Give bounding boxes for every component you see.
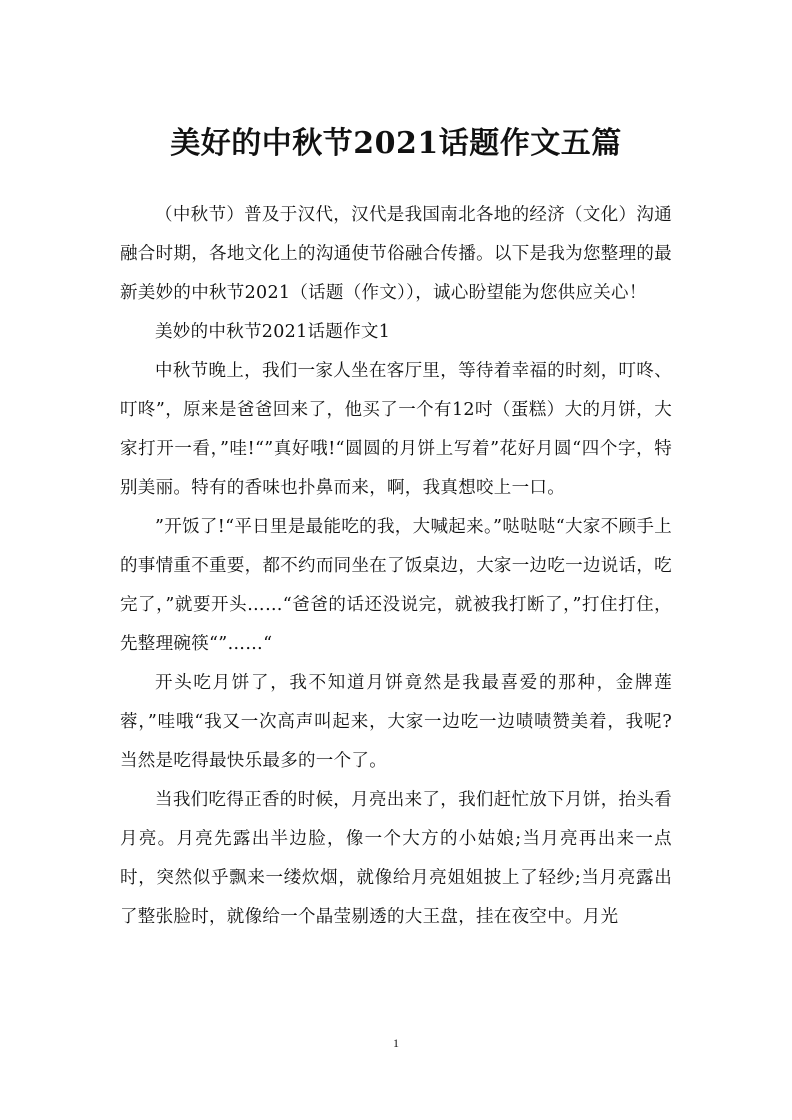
- body-paragraph: 中秋节晚上，我们一家人坐在客厅里，等待着幸福的时刻，叮咚、叮咚”，原来是爸爸回来了，他买了一个有12吋（蛋糕）大的月饼，大家打开一看，”哇!“”真好哦!“圆圆的月饼上写着”花好月圆“四个字，特别美丽。特有的香味也扑鼻而来，啊，我真想咬上一口。: [120, 361, 672, 498]
- body-paragraph: 当我们吃得正香的时候，月亮出来了，我们赶忙放下月饼，抬头看月亮。月亮先露出半边脸，像一个大方的小姑娘;当月亮再出来一点时，突然似乎飘来一缕炊烟，就像给月亮姐姐披上了轻纱;当月亮露出了整张脸时，就像给一个晶莹剔透的大王盘，挂在夜空中。月光: [120, 790, 672, 927]
- essay-heading: 美妙的中秋节2021话题作文1: [155, 322, 391, 342]
- document-title: 美好的中秋节2021话题作文五篇: [170, 126, 622, 161]
- body-paragraph: ”开饭了!“平日里是最能吃的我，大喊起来。”哒哒哒“大家不顾手上的事情重不重要，都不约而同坐在了饭桌边，大家一边吃一边说话，吃完了，”就要开头……“爸爸的话还没说完，就被我打断了，”打住打住，先整理碗筷“”……“: [120, 517, 672, 654]
- body-paragraph: 开头吃月饼了，我不知道月饼竟然是我最喜爱的那种，金牌莲蓉，”哇哦“我又一次高声叫起来，大家一边吃一边啧啧赞美着，我呢?当然是吃得最快乐最多的一个了。: [120, 673, 672, 771]
- document-body: [120, 196, 672, 937]
- page-number: 1: [393, 1036, 399, 1050]
- intro-paragraph: （中秋节）普及于汉代，汉代是我国南北各地的经济（文化）沟通融合时期，各地文化上的沟通使节俗融合传播。以下是我为您整理的最新美妙的中秋节2021（话题（作文）），诚心盼望能为您供应关心！: [120, 205, 672, 303]
